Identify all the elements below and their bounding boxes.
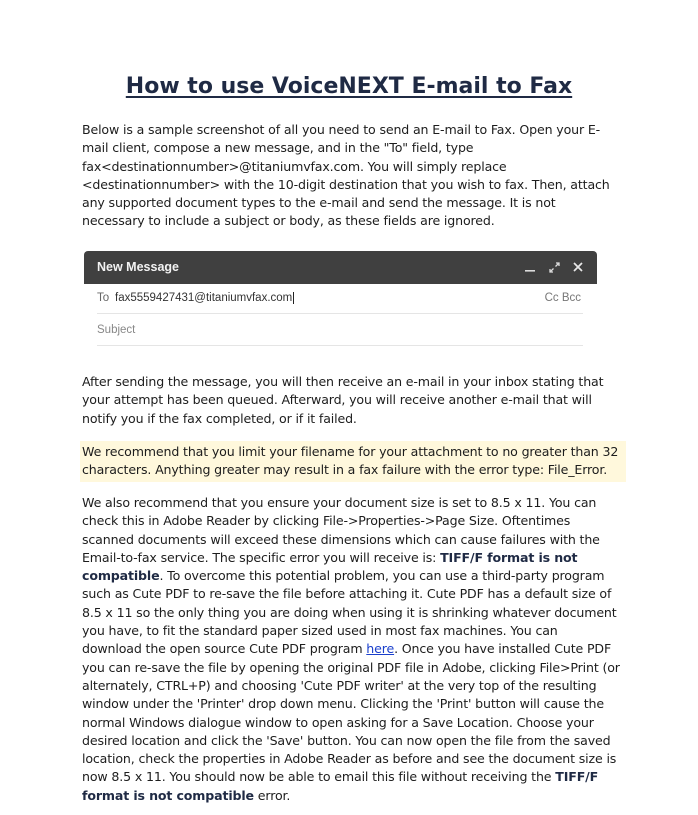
doc-size-text-2: . To overcome this potential problem, you can use a third-party program such as Cute PDF to re-save the file before attaching it. Cute PDF has a default size of 8.5 x 11 so the only thing you are doing when using it is shrinking whatever document you have, to fit the standard paper sized used in most fax machines. You can download the open source Cute PDF program <box>82 568 617 657</box>
email-compose-screenshot <box>84 251 597 348</box>
subject-field-row <box>97 322 583 346</box>
to-field-value: fax5559427431@titaniumvfax.com <box>115 292 293 304</box>
filename-recommendation: We recommend that you limit your filename for your attachment to no greater than 32 characters. Anything greater may result in a fax failure with the error type: File_Error. <box>80 441 626 482</box>
to-label: To <box>97 292 110 304</box>
document-size-paragraph <box>82 494 620 805</box>
expand-icon <box>547 257 561 277</box>
after-send-paragraph: After sending the message, you will then receive an e-mail in your inbox stating that your attempt has been queued. Afterward, you will receive another e-mail that will notify you if the fax completed, or if it failed. <box>82 374 604 426</box>
intro-paragraph: Below is a sample screenshot of all you need to send an E-mail to Fax. Open your E-mail client, compose a new message, and in the "To" field, type fax<destinationnumber>@titaniumvfax.com. You will simply replace <destinationnumber> with the 10-digit destination that you wish to fax. Then, attach any supported document types to the e-mail and send the message. It is not necessary to include a subject or body, as these fields are ignored. <box>82 122 610 229</box>
to-field-row <box>97 291 583 314</box>
page-title: How to use VoiceNEXT E-mail to Fax <box>125 74 573 99</box>
error-text-bold-2: TIFF/F format is not compatible <box>82 769 599 803</box>
compose-title-bar <box>84 251 597 284</box>
window-controls <box>523 257 585 277</box>
doc-size-text-3: . Once you have installed Cute PDF you can re-save the file by opening the original PDF file in Adobe, clicking File>Print (or alternately, CTRL+P) and choosing 'Cute PDF writer' at the very top of the resulting window under the 'Printer' drop down menu. Clicking the 'Print' button will cause the normal Windows dialogue window to open asking for a Save Location. Choose your desired location and click the 'Save' button. You can now open the file from the saved location, check the properties in Adobe Reader as before and see the document size is now 8.5 x 11. You should now be able to email this file without receiving the <box>82 641 620 785</box>
cc-bcc-link: Cc Bcc <box>544 292 581 304</box>
compose-window-title: New Message <box>97 260 179 274</box>
close-icon <box>571 257 585 277</box>
subject-placeholder: Subject <box>97 324 136 336</box>
cute-pdf-download-link[interactable]: here <box>366 641 395 657</box>
doc-size-text-4: error. <box>253 787 291 803</box>
error-text-bold-1: TIFF/F format is not compatible <box>82 549 578 584</box>
minimize-icon <box>523 257 537 277</box>
doc-size-text-1: We also recommend that you ensure your document size is set to 8.5 x 11. You can check this in Adobe Reader by clicking File->Properties->Page Size. Oftentimes scanned documents will exceed these dimensions which can cause failures with the Email-to-fax service. The specific error you will receive is: <box>82 495 600 565</box>
